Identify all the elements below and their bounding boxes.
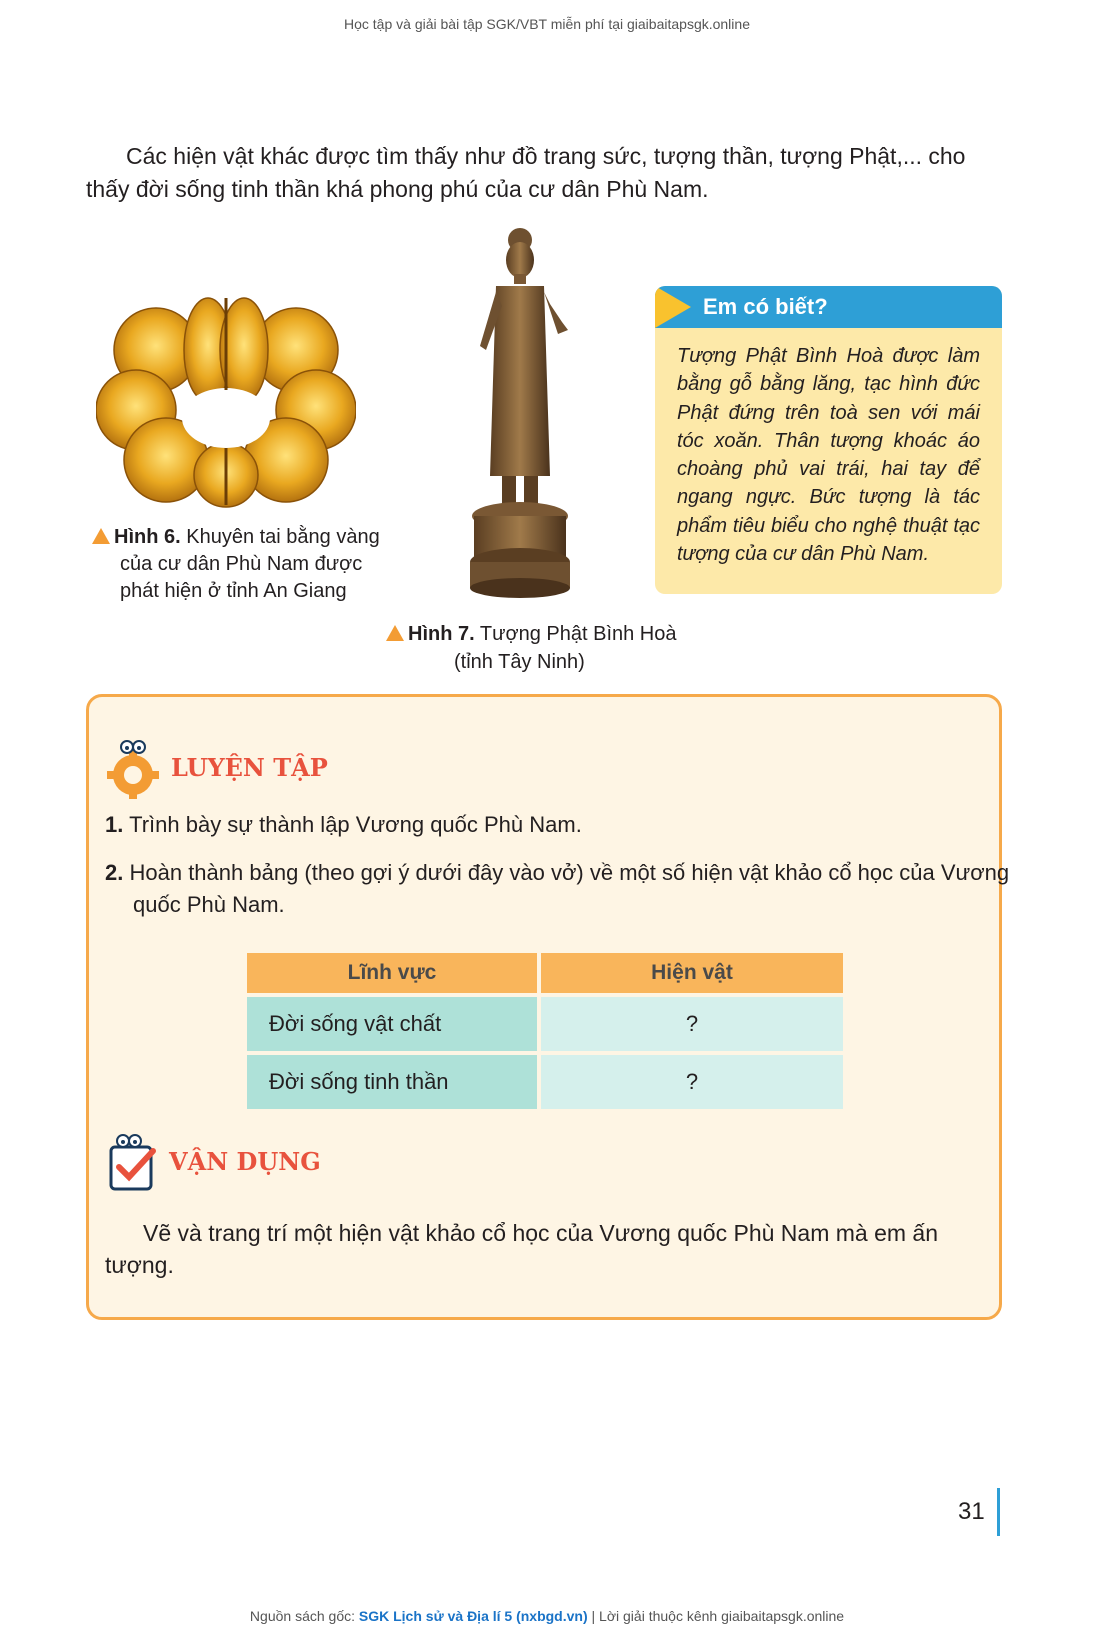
table-cell-value: ? xyxy=(541,1055,843,1109)
footer-prefix: Nguồn sách gốc: xyxy=(249,1608,355,1624)
apply-paragraph xyxy=(105,1217,985,1281)
table-header-field: Lĩnh vực xyxy=(247,953,537,993)
question-2-text: Hoàn thành bảng (theo gợi ý dưới đây vào vở) về một số hiện vật khảo cổ học của Vương quốc Phù Nam. xyxy=(129,860,1010,917)
figure7-caption-line2: (tỉnh Tây Ninh) xyxy=(454,651,585,673)
figure6-caption-line2: của cư dân Phù Nam được xyxy=(120,553,363,575)
intro-paragraph xyxy=(86,140,1004,206)
figure6-caption xyxy=(92,524,392,605)
page-number: 31 xyxy=(958,1498,985,1525)
practice-box xyxy=(86,694,1010,1320)
question-1-text: Trình bày sự thành lập Vương quốc Phù Nam. xyxy=(129,812,582,837)
footer xyxy=(0,1608,1094,1624)
apply-title: VẬN DỤNG xyxy=(169,1147,321,1176)
caption-triangle-icon xyxy=(92,528,110,544)
did-you-know-box xyxy=(655,286,1002,594)
figure7-caption xyxy=(386,620,686,676)
question-2-number: 2. xyxy=(105,860,124,885)
apply-text: Vẽ và trang trí một hiện vật khảo cổ học của Vương quốc Phù Nam mà em ấn tượng. xyxy=(105,1220,939,1278)
table-header-row xyxy=(247,953,843,993)
checklist-icon xyxy=(107,1131,159,1193)
caption-triangle-icon xyxy=(386,625,404,641)
table-cell-field: Đời sống tinh thần xyxy=(247,1055,537,1109)
did-you-know-body: Tượng Phật Bình Hoà được làm bằng gỗ bằng lăng, tạc hình đức Phật đứng trên toà sen với mái tóc xoăn. Thân tượng khoác áo choàng phủ vai trái, hai tay để ngang ngực. Bức tượng là tác phẩm tiêu biểu cho nghệ thuật tạc tượng của cư dân Phù Nam. xyxy=(677,345,980,566)
question-2 xyxy=(105,857,1013,921)
table-cell-value: ? xyxy=(541,997,843,1051)
table-row xyxy=(247,1055,843,1109)
question-1 xyxy=(105,809,985,841)
artifacts-table xyxy=(243,949,847,1113)
page-number-bar xyxy=(997,1488,1000,1536)
buddha-statue-image xyxy=(462,226,578,598)
table-row xyxy=(247,997,843,1051)
practice-title: LUYỆN TẬP xyxy=(171,753,328,782)
footer-source-link[interactable]: SGK Lịch sử và Địa lí 5 (nxbgd.vn) xyxy=(358,1608,588,1624)
intro-text: Các hiện vật khác được tìm thấy như đồ trang sức, tượng thần, tượng Phật,... cho thấy đời sống tinh thần khá phong phú của cư dân Phù Nam. xyxy=(86,143,966,202)
arrow-icon xyxy=(655,286,691,328)
did-you-know-title: Em có biết? xyxy=(703,294,828,319)
footer-suffix: | Lời giải thuộc kênh giaibaitapsgk.online xyxy=(591,1608,845,1624)
gold-earring-image xyxy=(96,290,356,510)
question-1-number: 1. xyxy=(105,812,124,837)
gear-icon xyxy=(105,737,161,799)
figure6-caption-line1: Khuyên tai bằng vàng xyxy=(186,526,380,548)
figure7-caption-line1: Tượng Phật Bình Hoà xyxy=(479,623,677,645)
top-banner: Học tập và giải bài tập SGK/VBT miễn phí tại giaibaitapsgk.online xyxy=(344,16,750,32)
figure7-label: Hình 7. xyxy=(408,623,475,645)
table-header-artifact: Hiện vật xyxy=(541,953,843,993)
figure6-label: Hình 6. xyxy=(114,526,181,548)
table-cell-field: Đời sống vật chất xyxy=(247,997,537,1051)
did-you-know-header xyxy=(655,286,1002,328)
figure6-caption-line3: phát hiện ở tỉnh An Giang xyxy=(120,580,347,602)
